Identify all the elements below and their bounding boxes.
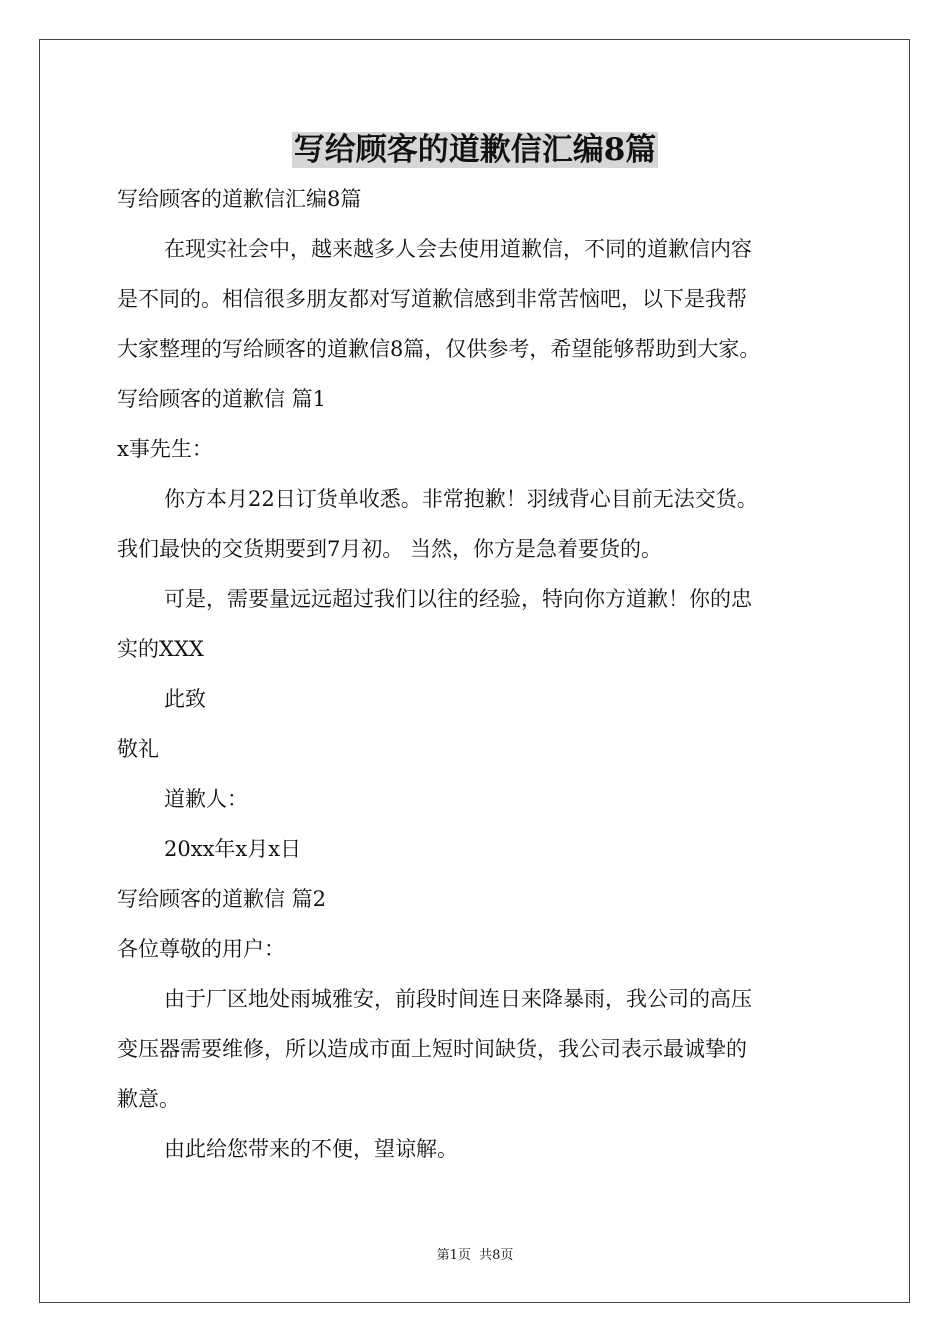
salutation: x事先生： [117, 437, 213, 461]
paragraph-line: 歉意。 [117, 1087, 180, 1111]
paragraph-line: 我们最快的交货期要到7月初。 当然，你方是急着要货的。 [117, 537, 663, 561]
closing-line: 敬礼 [117, 737, 159, 761]
document-title [0, 128, 950, 172]
signature-label: 道歉人： [164, 787, 248, 811]
paragraph-line: 实的XXX [117, 637, 204, 661]
salutation: 各位尊敬的用户： [117, 937, 285, 961]
paragraph-line: 在现实社会中，越来越多人会去使用道歉信，不同的道歉信内容 [164, 237, 752, 261]
paragraph-line: 你方本月22日订货单收悉。非常抱歉！羽绒背心目前无法交货。 [164, 487, 758, 511]
paragraph-line: 变压器需要维修，所以造成市面上短时间缺货，我公司表示最诚挚的 [117, 1037, 747, 1061]
section-heading: 写给顾客的道歉信 篇1 [117, 387, 327, 411]
closing-line: 此致 [164, 687, 206, 711]
page-footer: 第1页 共8页 [436, 1248, 514, 1263]
document-title-text: 写给顾客的道歉信汇编8篇 [293, 132, 657, 168]
paragraph-line: 是不同的。相信很多朋友都对写道歉信感到非常苦恼吧，以下是我帮 [117, 287, 747, 311]
document-subtitle: 写给顾客的道歉信汇编8篇 [117, 187, 362, 211]
paragraph-line: 大家整理的写给顾客的道歉信8篇，仅供参考，希望能够帮助到大家。 [117, 337, 761, 361]
section-heading: 写给顾客的道歉信 篇2 [117, 887, 327, 911]
paragraph-line: 由于厂区地处雨城雅安，前段时间连日来降暴雨，我公司的高压 [164, 987, 752, 1011]
date-line: 20xx年x月x日 [164, 837, 302, 861]
paragraph-line: 由此给您带来的不便，望谅解。 [164, 1137, 458, 1161]
paragraph-line: 可是，需要量远远超过我们以往的经验，特向你方道歉！你的忠 [164, 587, 752, 611]
